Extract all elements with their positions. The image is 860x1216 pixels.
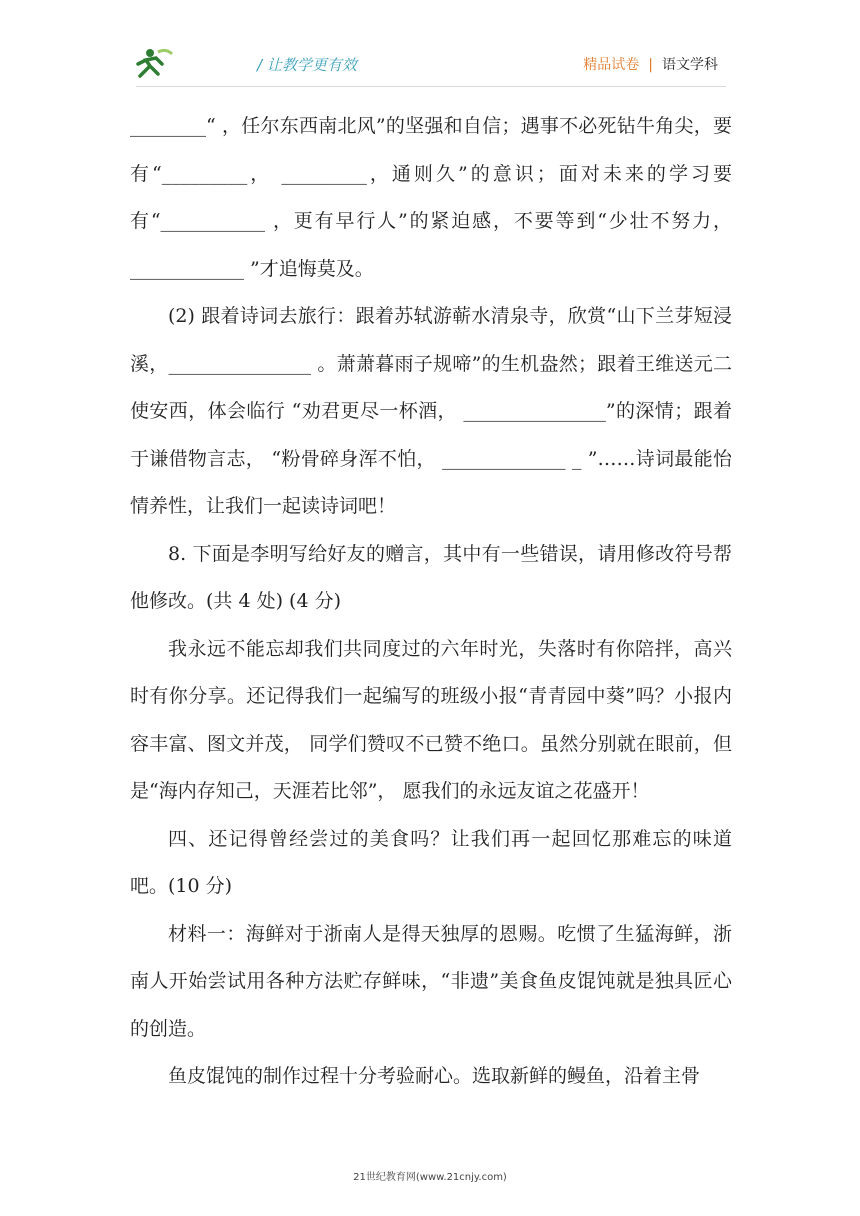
- paragraph: 我永远不能忘却我们共同度过的六年时光，失落时有你陪拌，高兴时有你分享。还记得我们一起编写的班级小报“青青园中葵”吗？小报内容丰富、图文并茂， 同学们赞叹不已赞不绝口。虽然分别就在眼前，但是“海内存知己，天涯若比邻”， 愿我们的永远友谊之花盛开！: [130, 637, 732, 802]
- logo: [136, 46, 246, 82]
- section-heading: 四、还记得曾经尝过的美食吗？让我们再一起回忆那难忘的味道吧。(10 分): [130, 827, 732, 897]
- page-footer: 21世纪教育网(www.21cnjy.com): [353, 1172, 507, 1183]
- question-heading: 8. 下面是李明写给好友的赠言，其中有一些错误，请用修改符号帮他修改。(共 4 处) (4 分): [130, 542, 732, 612]
- header-subject: [583, 54, 718, 74]
- runner-logo-icon: [136, 46, 246, 82]
- paragraph: (2) 跟着诗词去旅行：跟着苏轼游蕲水清泉寺，欣赏“山下兰芽短浸溪，_______________ 。萧萧暮雨子规啼”的生机盎然；跟着王维送元二使安西，体会临行 “劝君更尽一杯酒， _______________”的深情；跟着于谦借物言志， “粉骨碎身浑不怕， _____________ _ ”……诗词最能怡情养性，让我们一起读诗词吧！: [130, 305, 732, 517]
- paragraph: ________“ ，任尔东西南北风”的坚强和自信；遇事不必死钻牛角尖，要有“_________， _________，通则久”的意识；面对未来的学习要有“___________ ，更有早行人”的紧迫感，不要等到“少壮不努力，____________ ”才追悔莫及。: [130, 115, 732, 280]
- slogan: / 让教学更有效: [257, 56, 357, 74]
- document-body: [130, 103, 732, 1101]
- header-divider: [136, 86, 726, 87]
- header-separator: |: [648, 57, 653, 73]
- paragraph: 材料一：海鲜对于浙南人是得天独厚的恩赐。吃惯了生猛海鲜，浙南人开始尝试用各种方法贮存鲜味，“非遗”美食鱼皮馄饨就是独具匠心的创造。: [130, 922, 732, 1040]
- paragraph: 鱼皮馄饨的制作过程十分考验耐心。选取新鲜的鳗鱼，沿着主骨: [168, 1065, 701, 1087]
- header-premium-label: 精品试卷: [583, 57, 640, 73]
- page-header: [0, 0, 860, 100]
- header-subject-label: 语文学科: [662, 57, 718, 73]
